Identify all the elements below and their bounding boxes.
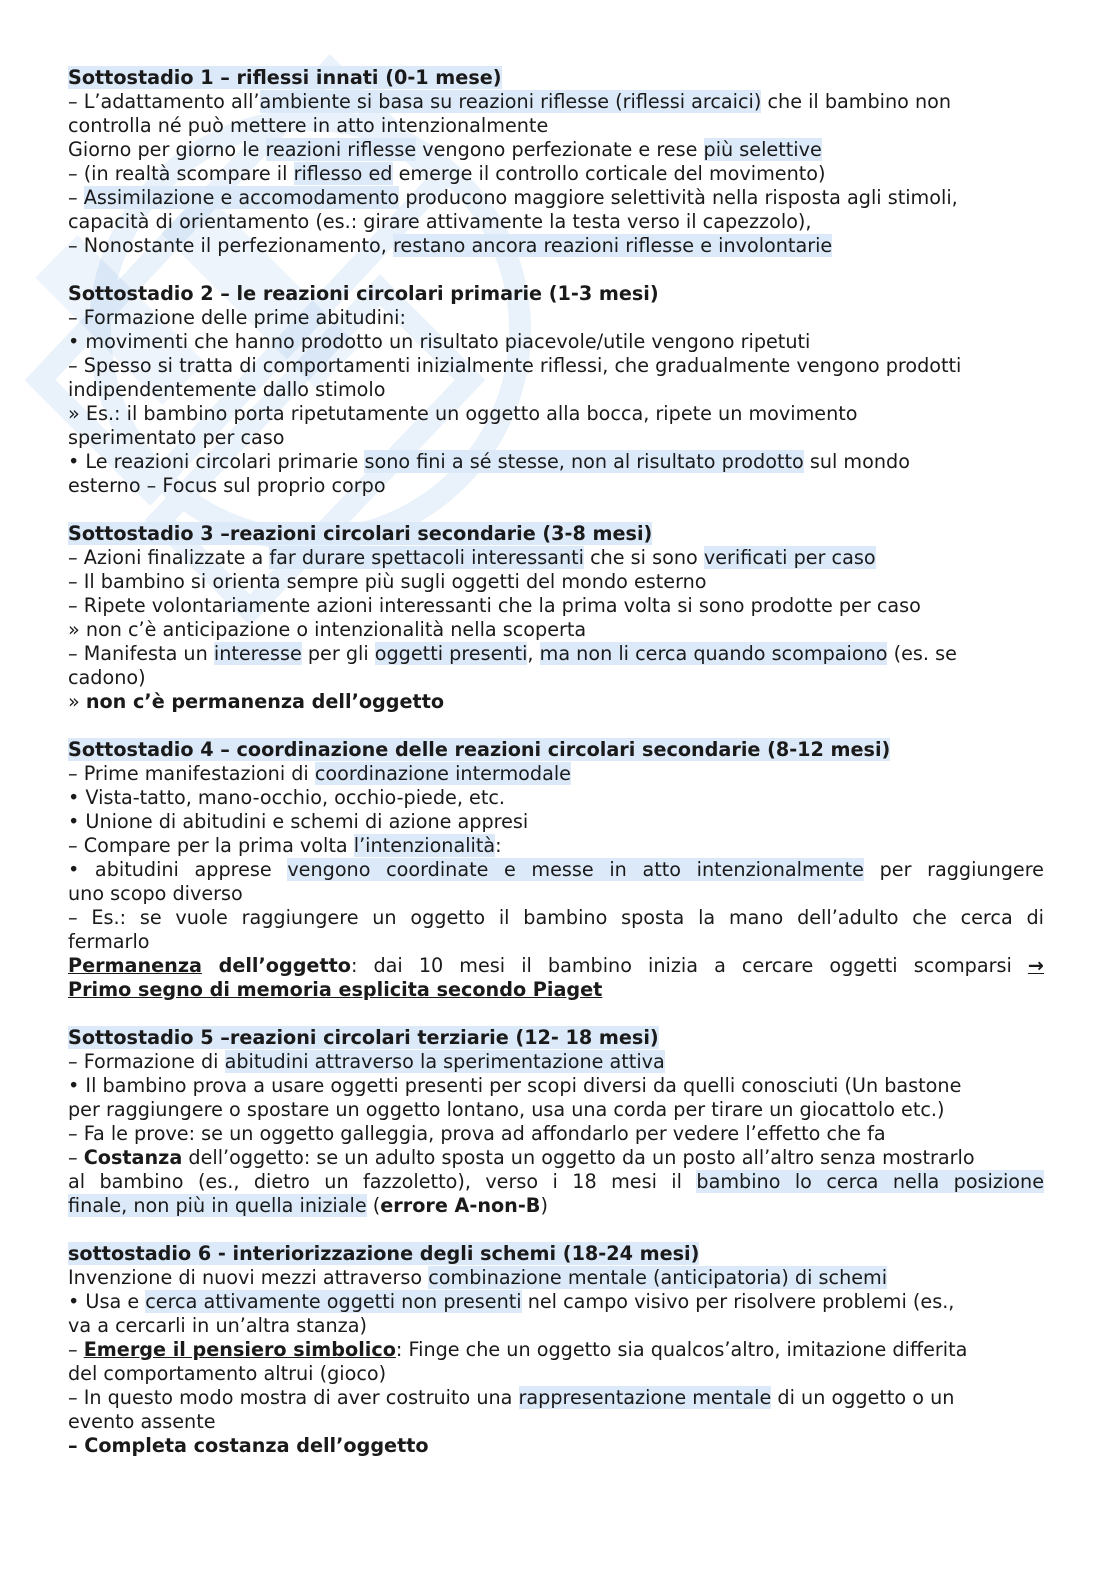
text-line: va a cercarli in un’altra stanza) [68, 1314, 367, 1337]
text-line: • Le reazioni circolari primarie sono fini a sé stesse, non al risultato prodotto sul mondo [68, 450, 910, 473]
text-line: capacità di orientamento (es.: girare attivamente la testa verso il capezzolo), [68, 210, 812, 233]
section-title: Sottostadio 3 –reazioni circolari secondarie (3-8 mesi) [68, 522, 653, 545]
text-line: – Formazione di abitudini attraverso la sperimentazione attiva [68, 1050, 665, 1073]
text-line: – Il bambino si orienta sempre più sugli oggetti del mondo esterno [68, 570, 707, 593]
text-line: fermarlo [68, 930, 150, 953]
text-line: Permanenza dell’oggetto: dai 10 mesi il bambino inizia a cercare oggetti scomparsi → [68, 954, 1044, 977]
text-line: al bambino (es., dietro un fazzoletto), verso i 18 mesi il bambino lo cerca nella posizione [68, 1170, 1044, 1193]
text-line: » non c’è anticipazione o intenzionalità nella scoperta [68, 618, 587, 641]
section-substage-4 [68, 738, 1044, 1002]
text-line: – Ripete volontariamente azioni interessanti che la prima volta si sono prodotte per caso [68, 594, 921, 617]
text-line: evento assente [68, 1410, 216, 1433]
text-line: – L’adattamento all’ambiente si basa su reazioni riflesse (riflessi arcaici) che il bambino non [68, 90, 952, 113]
text-line: • Il bambino prova a usare oggetti presenti per scopi diversi da quelli conosciuti (Un bastone [68, 1074, 962, 1097]
section-substage-1 [68, 66, 1044, 258]
text-line: – Azioni finalizzate a far durare spettacoli interessanti che si sono verificati per caso [68, 546, 876, 569]
text-line: sperimentato per caso [68, 426, 285, 449]
text-line: Invenzione di nuovi mezzi attraverso combinazione mentale (anticipatoria) di schemi [68, 1266, 888, 1289]
text-line: – Assimilazione e accomodamento producono maggiore selettività nella risposta agli stimoli, [68, 186, 958, 209]
text-line: Giorno per giorno le reazioni riflesse vengono perfezionate e rese più selettive [68, 138, 822, 161]
text-line: per raggiungere o spostare un oggetto lontano, usa una corda per tirare un giocattolo etc.) [68, 1098, 945, 1121]
text-line: uno scopo diverso [68, 882, 243, 905]
text-line: – In questo modo mostra di aver costruito una rappresentazione mentale di un oggetto o un [68, 1386, 955, 1409]
text-line: – Fa le prove: se un oggetto galleggia, prova ad affondarlo per vedere l’effetto che fa [68, 1122, 886, 1145]
text-line: » non c’è permanenza dell’oggetto [68, 690, 445, 713]
text-line: del comportamento altrui (gioco) [68, 1362, 387, 1385]
section-substage-2 [68, 282, 1044, 498]
text-line: controlla né può mettere in atto intenzionalmente [68, 114, 549, 137]
text-line: – Emerge il pensiero simbolico: Finge che un oggetto sia qualcos’altro, imitazione differita [68, 1338, 968, 1361]
section-title: Sottostadio 5 –reazioni circolari terziarie (12- 18 mesi) [68, 1026, 659, 1049]
section-substage-3 [68, 522, 1044, 714]
section-title: sottostadio 6 - interiorizzazione degli schemi (18-24 mesi) [68, 1242, 700, 1265]
text-line: – Prime manifestazioni di coordinazione intermodale [68, 762, 571, 785]
text-line: esterno – Focus sul proprio corpo [68, 474, 386, 497]
text-line: • Unione di abitudini e schemi di azione appresi [68, 810, 529, 833]
text-line: • Usa e cerca attivamente oggetti non presenti nel campo visivo per risolvere problemi (es., [68, 1290, 955, 1313]
text-line: » Es.: il bambino porta ripetutamente un oggetto alla bocca, ripete un movimento [68, 402, 858, 425]
section-substage-5 [68, 1026, 1044, 1218]
text-line: – (in realtà scompare il riflesso ed emerge il controllo corticale del movimento) [68, 162, 826, 185]
text-line: – Compare per la prima volta l’intenzionalità: [68, 834, 502, 857]
text-line: – Manifesta un interesse per gli oggetti presenti, ma non li cerca quando scompaiono (es. se [68, 642, 957, 665]
text-line: indipendentemente dallo stimolo [68, 378, 386, 401]
text-line: – Completa costanza dell’oggetto [68, 1434, 429, 1457]
text-line: – Es.: se vuole raggiungere un oggetto il bambino sposta la mano dell’adulto che cerca di [68, 906, 1044, 929]
section-title: Sottostadio 1 – riflessi innati (0-1 mese) [68, 66, 502, 89]
section-title: Sottostadio 4 – coordinazione delle reazioni circolari secondarie (8-12 mesi) [68, 738, 891, 761]
text-line: Primo segno di memoria esplicita secondo Piaget [68, 978, 603, 1001]
text-line: • abitudini apprese vengono coordinate e messe in atto intenzionalmente per raggiungere [68, 858, 1044, 881]
text-line: • Vista-tatto, mano-occhio, occhio-piede, etc. [68, 786, 505, 809]
text-line: • movimenti che hanno prodotto un risultato piacevole/utile vengono ripetuti [68, 330, 811, 353]
text-line: finale, non più in quella iniziale (errore A-non-B) [68, 1194, 548, 1217]
section-substage-6 [68, 1242, 1044, 1458]
text-line: – Nonostante il perfezionamento, restano ancora reazioni riflesse e involontarie [68, 234, 833, 257]
text-line: – Formazione delle prime abitudini: [68, 306, 406, 329]
text-line: – Spesso si tratta di comportamenti inizialmente riflessi, che gradualmente vengono prodotti [68, 354, 962, 377]
text-line: cadono) [68, 666, 146, 689]
section-title: Sottostadio 2 – le reazioni circolari primarie (1-3 mesi) [68, 282, 659, 305]
text-line: – Costanza dell’oggetto: se un adulto sposta un oggetto da un posto all’altro senza mostrarlo [68, 1146, 975, 1169]
